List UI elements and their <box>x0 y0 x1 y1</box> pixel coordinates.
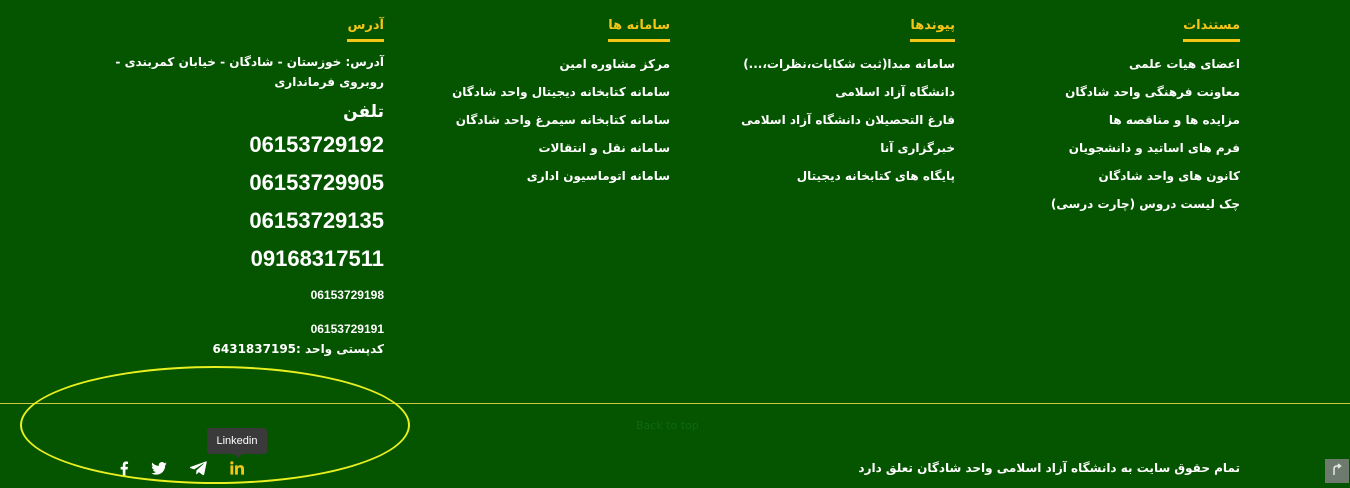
links-link[interactable]: خبرگزاری آنا <box>880 141 955 155</box>
links-list <box>625 50 955 190</box>
phone-number: 06153729905 <box>249 170 384 195</box>
telegram-link[interactable] <box>188 458 208 478</box>
links-link[interactable]: سامانه مبدا(ثبت شکایات،نظرات،...) <box>743 57 955 71</box>
linkedin-icon <box>230 461 244 475</box>
linkedin-tooltip: Linkedin <box>207 428 267 454</box>
postal-code: کدپستی واحد :6431837195 <box>212 342 384 356</box>
phone-title: تلفن <box>343 102 384 122</box>
twitter-icon <box>151 462 167 475</box>
links-link[interactable]: فارغ التحصیلان دانشگاه آزاد اسلامی <box>741 113 955 127</box>
documents-link[interactable]: اعضای هیات علمی <box>1128 57 1240 71</box>
systems-link[interactable]: سامانه نقل و انتقالات <box>538 141 670 155</box>
systems-link[interactable]: سامانه کتابخانه سیمرغ واحد شادگان <box>455 113 670 127</box>
documents-link[interactable]: مزایده ها و مناقصه ها <box>1108 113 1240 127</box>
footer-column-systems <box>340 14 670 190</box>
documents-link[interactable]: کانون های واحد شادگان <box>1098 169 1240 183</box>
footer-column-address <box>94 14 384 356</box>
documents-link[interactable]: معاونت فرهنگی واحد شادگان <box>1065 85 1240 99</box>
telegram-icon <box>190 461 207 476</box>
copyright-text: تمام حقوق سایت به دانشگاه آزاد اسلامی واحد شادگان تعلق دارد <box>858 461 1240 475</box>
footer-column-documents <box>910 14 1240 218</box>
links-link[interactable]: دانشگاه آزاد اسلامی <box>835 85 955 99</box>
documents-link[interactable]: چک لیست دروس (چارت درسی) <box>1050 197 1240 211</box>
footer-column-links <box>625 14 955 190</box>
phone-number: 06153729135 <box>249 208 384 233</box>
phone-number-small: 06153729191 <box>310 322 384 336</box>
systems-link[interactable]: مرکز مشاوره امین <box>559 57 670 71</box>
scroll-top-button[interactable] <box>1325 459 1349 483</box>
highlight-annotation <box>20 366 410 484</box>
footer-divider <box>0 403 1350 404</box>
linkedin-link[interactable] <box>227 458 247 478</box>
phone-number: 09168317511 <box>250 246 384 271</box>
systems-links <box>340 50 670 190</box>
links-heading: پیوندها <box>910 18 955 42</box>
documents-heading: مستندات <box>1183 18 1240 42</box>
facebook-icon <box>119 461 129 476</box>
back-to-top-text: Back to top <box>636 419 699 432</box>
twitter-link[interactable] <box>149 458 169 478</box>
scroll-up-icon <box>1330 462 1344 481</box>
documents-link[interactable]: فرم های اساتید و دانشجویان <box>1068 141 1240 155</box>
phone-number: 06153729192 <box>249 132 384 157</box>
address-text: آدرس: خوزستان - شادگان - خیابان کمربندی - روبروی فرمانداری <box>115 55 384 89</box>
address-heading: آدرس <box>347 18 384 42</box>
links-link[interactable]: پایگاه های کتابخانه دیجیتال <box>796 169 955 183</box>
systems-link[interactable]: سامانه اتوماسیون اداری <box>526 169 670 183</box>
facebook-link[interactable] <box>114 458 134 478</box>
systems-heading: سامانه ها <box>608 18 670 42</box>
phone-number-small: 06153729198 <box>310 288 384 302</box>
documents-links <box>910 50 1240 218</box>
systems-link[interactable]: سامانه کتابخانه دیجیتال واحد شادگان <box>452 85 670 99</box>
